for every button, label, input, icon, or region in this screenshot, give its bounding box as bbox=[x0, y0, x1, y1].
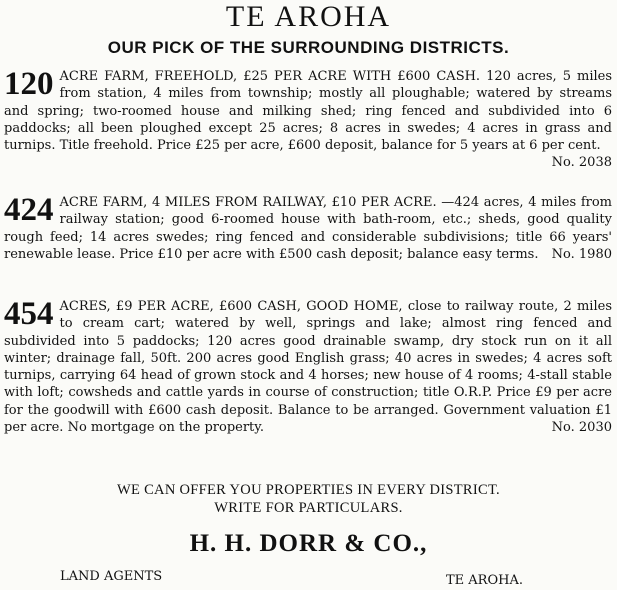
listing-120 bbox=[4, 68, 612, 172]
listing-number: 454 bbox=[4, 296, 54, 332]
listing-424 bbox=[4, 194, 612, 263]
page-subtitle: OUR PICK OF THE SURROUNDING DISTRICTS. bbox=[107, 38, 510, 57]
listing-ref: No. 2030 bbox=[551, 420, 612, 436]
footer-offer: WE CAN OFFER YOU PROPERTIES IN EVERY DISTRICT. bbox=[117, 482, 500, 498]
agent-role: LAND AGENTS bbox=[60, 569, 163, 584]
listing-headline: ACRE FARM, 4 MILES FROM RAILWAY, £10 PER ACRE. bbox=[59, 195, 437, 210]
page-title: TE AROHA bbox=[225, 0, 392, 33]
listing-body: 120 acres, 5 miles from station, 4 miles from township; mostly all ploughable; watered by streams and spring; two-roomed house and milking shed; ring fenced and subdivided into 6 paddocks; all been ploughed except 25 acres; 8 acres in swedes; 4 acres in grass and turnips. Title freehold. Price £25 per acre, £600 deposit, balance for 5 years at 6 per cent. bbox=[4, 69, 612, 154]
listing-number: 424 bbox=[4, 192, 54, 228]
listing-454 bbox=[4, 298, 612, 436]
listing-body: —424 acres, 4 miles from railway station; good 6-roomed house with bath-room, etc.; sheds, good quality rough feed; 14 acres swedes; ring fenced and considerable subdivisions; title 66 years' renewable lease. Price £10 per acre with £500 cash deposit; balance easy terms. bbox=[4, 195, 613, 262]
agent-name: H. H. DORR & CO., bbox=[189, 530, 428, 557]
listing-text bbox=[4, 298, 612, 436]
listing-number: 120 bbox=[4, 66, 54, 102]
listing-body: close to railway route, 2 miles to cream cart; watered by well, springs and lake; almost ring fenced and subdivided into 5 paddocks; 120 acres good drainable swamp, dry stock run on it all winter; drainage fall, 50ft. 200 acres good English grass; 40 acres in swedes; 4 acres soft turnips, carrying 64 head of grown stock and 4 horses; new house of 4 rooms; 4-stall stable with loft; cowsheds and cattle yards in course of construction; title O.R.P. Price £9 per acre for the goodwill with £600 cash deposit. Balance to be arranged. Government valuation £1 per acre. No mortgage on the property. bbox=[4, 299, 612, 436]
listing-ref: No. 2038 bbox=[551, 155, 612, 171]
footer-write: WRITE FOR PARTICULARS. bbox=[214, 500, 403, 516]
listing-headline: ACRE FARM, FREEHOLD, £25 PER ACRE WITH £600 CASH. bbox=[59, 69, 481, 84]
listing-text bbox=[4, 68, 612, 171]
listing-text bbox=[4, 194, 612, 263]
listing-ref: No. 1980 bbox=[551, 246, 612, 262]
listing-headline: ACRES, £9 PER ACRE, £600 CASH, GOOD HOME, bbox=[59, 299, 403, 314]
agent-location: TE AROHA. bbox=[446, 573, 523, 588]
